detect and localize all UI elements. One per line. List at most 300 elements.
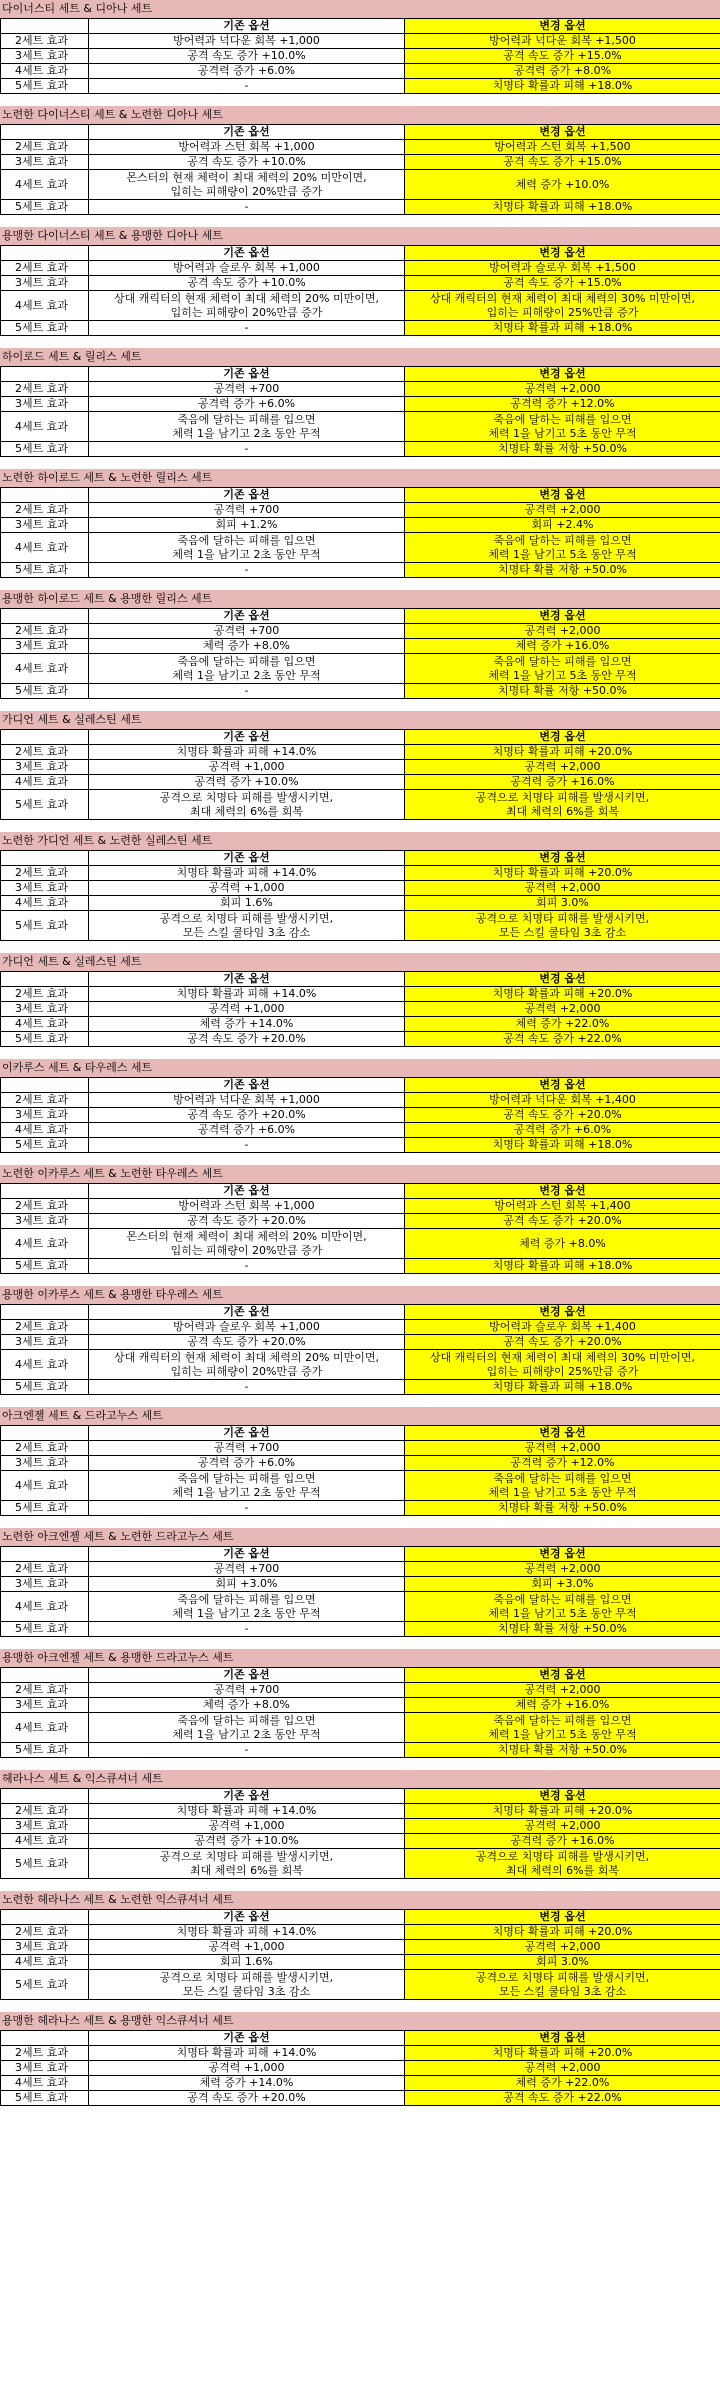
set-section <box>0 1047 720 1153</box>
old-option-cell: 체력 증가 +14.0% <box>89 2076 405 2091</box>
cell-line: 체력 1을 남기고 2초 동안 무적 <box>172 668 321 682</box>
cell-line: 공격으로 치명타 피해를 발생시키면, <box>475 911 650 925</box>
section-gap <box>0 1516 720 1528</box>
old-option-cell: 체력 증가 +14.0% <box>89 1017 405 1032</box>
set-effect-label: 4세트 효과 <box>1 64 89 79</box>
new-option-cell: 회피 3.0% <box>405 896 720 911</box>
old-option-cell: 공격 속도 증가 +20.0% <box>89 2091 405 2106</box>
table-header-row <box>1 367 720 382</box>
cell-line: 입히는 피해량이 20%만큼 증가 <box>170 184 323 198</box>
set-effect-label: 2세트 효과 <box>1 1441 89 1456</box>
set-title: 노련한 이카루스 세트 & 노련한 타우레스 세트 <box>0 1165 720 1183</box>
new-option-cell: 공격력 증가 +12.0% <box>405 397 720 412</box>
table-row <box>1 896 720 911</box>
set-effect-label: 2세트 효과 <box>1 2046 89 2061</box>
set-section <box>0 0 720 94</box>
set-title: 노련한 다이너스티 세트 & 노련한 디아나 세트 <box>0 106 720 124</box>
new-option-cell: 공격력 +2,000 <box>405 1819 720 1834</box>
set-title: 하이로드 세트 & 릴리스 세트 <box>0 348 720 366</box>
cell-line: 최대 체력의 6%를 회복 <box>506 1863 619 1877</box>
old-option-cell: 공격 속도 증가 +10.0% <box>89 49 405 64</box>
table-row <box>1 170 720 200</box>
cell-line: 최대 체력의 6%를 회복 <box>190 804 303 818</box>
new-option-cell: 체력 증가 +22.0% <box>405 2076 720 2091</box>
old-option-cell: - <box>89 563 405 578</box>
new-option-cell: 공격력 +2,000 <box>405 1441 720 1456</box>
new-option-cell: 방어력과 슬로우 회복 +1,400 <box>405 1320 720 1335</box>
cell-line: 체력 1을 남기고 2초 동안 무적 <box>172 426 321 440</box>
set-effect-label: 4세트 효과 <box>1 1017 89 1032</box>
table-header-row <box>1 851 720 866</box>
table-row <box>1 1335 720 1350</box>
header-label-cell <box>1 1789 89 1804</box>
set-effect-label: 3세트 효과 <box>1 760 89 775</box>
header-old-option: 기존 옵션 <box>89 2031 405 2046</box>
table-row <box>1 1002 720 1017</box>
set-section <box>0 215 720 336</box>
cell-line: 상대 캐릭터의 현재 체력이 최대 체력의 30% 미만이면, <box>430 1350 695 1364</box>
cell-line: 죽음에 달하는 피해를 입으면 <box>177 1471 316 1485</box>
table-row <box>1 1032 720 1047</box>
cell-line: 죽음에 달하는 피해를 입으면 <box>493 1592 632 1606</box>
old-option-cell: 공격력 +1,000 <box>89 1819 405 1834</box>
section-gap <box>0 699 720 711</box>
cell-line: 입히는 피해량이 20%만큼 증가 <box>170 1243 323 1257</box>
set-title: 노련한 헤라나스 세트 & 노련한 익스큐셔너 세트 <box>0 1891 720 1909</box>
set-effect-label: 2세트 효과 <box>1 745 89 760</box>
set-effect-label: 4세트 효과 <box>1 170 89 200</box>
set-effect-label: 3세트 효과 <box>1 1819 89 1834</box>
table-row <box>1 2091 720 2106</box>
cell-line: 체력 1을 남기고 5초 동안 무적 <box>488 1727 637 1741</box>
set-table <box>0 245 720 336</box>
header-new-option: 변경 옵션 <box>405 730 720 745</box>
set-table <box>0 487 720 578</box>
table-row <box>1 1925 720 1940</box>
set-section <box>0 820 720 941</box>
table-header-row <box>1 1547 720 1562</box>
header-label-cell <box>1 609 89 624</box>
section-gap <box>0 94 720 106</box>
cell-line: 체력 1을 남기고 2초 동안 무적 <box>172 547 321 561</box>
old-option-cell: 체력 증가 +8.0% <box>89 639 405 654</box>
set-section <box>0 94 720 215</box>
table-row <box>1 745 720 760</box>
header-new-option: 변경 옵션 <box>405 972 720 987</box>
cell-line: 체력 1을 남기고 2초 동안 무적 <box>172 1727 321 1741</box>
set-effect-label: 4세트 효과 <box>1 775 89 790</box>
old-option-cell: - <box>89 79 405 94</box>
set-effect-label: 2세트 효과 <box>1 1562 89 1577</box>
old-option-cell: 공격력 +1,000 <box>89 881 405 896</box>
table-row <box>1 1562 720 1577</box>
header-old-option: 기존 옵션 <box>89 609 405 624</box>
new-option-cell: 공격력 +2,000 <box>405 1562 720 1577</box>
cell-line: 입히는 피해량이 20%만큼 증가 <box>170 1364 323 1378</box>
set-effect-label: 2세트 효과 <box>1 34 89 49</box>
set-effect-label: 5세트 효과 <box>1 442 89 457</box>
table-header-row <box>1 125 720 140</box>
header-old-option: 기존 옵션 <box>89 367 405 382</box>
table-header-row <box>1 1078 720 1093</box>
header-old-option: 기존 옵션 <box>89 125 405 140</box>
set-table <box>0 1304 720 1395</box>
old-option-cell <box>89 170 405 200</box>
old-option-cell: 회피 1.6% <box>89 1955 405 1970</box>
old-option-cell: 방어력과 스턴 회복 +1,000 <box>89 140 405 155</box>
set-table <box>0 729 720 820</box>
header-new-option: 변경 옵션 <box>405 1789 720 1804</box>
cell-line: 체력 1을 남기고 5초 동안 무적 <box>488 426 637 440</box>
set-effect-label: 4세트 효과 <box>1 1471 89 1501</box>
header-old-option: 기존 옵션 <box>89 972 405 987</box>
cell-line: 상대 캐릭터의 현재 체력이 최대 체력의 20% 미만이면, <box>114 291 379 305</box>
new-option-cell <box>405 654 720 684</box>
header-label-cell <box>1 246 89 261</box>
cell-line: 죽음에 달하는 피해를 입으면 <box>493 412 632 426</box>
table-row <box>1 1849 720 1879</box>
new-option-cell <box>405 1849 720 1879</box>
set-table <box>0 2030 720 2106</box>
header-label-cell <box>1 367 89 382</box>
old-option-cell: 공격력 +700 <box>89 1441 405 1456</box>
table-row <box>1 1199 720 1214</box>
new-option-cell <box>405 1592 720 1622</box>
header-label-cell <box>1 1547 89 1562</box>
table-row <box>1 639 720 654</box>
set-effect-label: 3세트 효과 <box>1 1335 89 1350</box>
set-effect-label: 4세트 효과 <box>1 1955 89 1970</box>
header-new-option: 변경 옵션 <box>405 488 720 503</box>
set-title: 아크엔젤 세트 & 드라고누스 세트 <box>0 1407 720 1425</box>
set-effect-label: 3세트 효과 <box>1 155 89 170</box>
set-section <box>0 1153 720 1274</box>
cell-line: 상대 캐릭터의 현재 체력이 최대 체력의 30% 미만이면, <box>430 291 695 305</box>
new-option-cell: 공격력 +2,000 <box>405 760 720 775</box>
table-row <box>1 1441 720 1456</box>
cell-line: 공격으로 치명타 피해를 발생시키면, <box>159 1970 334 1984</box>
set-table <box>0 1667 720 1758</box>
table-row <box>1 1698 720 1713</box>
section-gap <box>0 820 720 832</box>
new-option-cell: 공격력 +2,000 <box>405 624 720 639</box>
cell-line: 상대 캐릭터의 현재 체력이 최대 체력의 20% 미만이면, <box>114 1350 379 1364</box>
set-effect-label: 4세트 효과 <box>1 1834 89 1849</box>
old-option-cell: 공격력 +1,000 <box>89 2061 405 2076</box>
header-label-cell <box>1 2031 89 2046</box>
set-title: 노련한 가디언 세트 & 노련한 실레스틴 세트 <box>0 832 720 850</box>
table-row <box>1 1259 720 1274</box>
new-option-cell: 치명타 확률과 피해 +20.0% <box>405 987 720 1002</box>
set-effect-label: 3세트 효과 <box>1 49 89 64</box>
old-option-cell: - <box>89 684 405 699</box>
set-title: 가디언 세트 & 실레스틴 세트 <box>0 953 720 971</box>
section-gap <box>0 1274 720 1286</box>
table-row <box>1 1577 720 1592</box>
header-new-option: 변경 옵션 <box>405 1547 720 1562</box>
header-new-option: 변경 옵션 <box>405 367 720 382</box>
new-option-cell <box>405 291 720 321</box>
table-header-row <box>1 1910 720 1925</box>
set-effect-label: 5세트 효과 <box>1 563 89 578</box>
new-option-cell: 치명타 확률 저항 +50.0% <box>405 563 720 578</box>
set-effect-label: 4세트 효과 <box>1 2076 89 2091</box>
new-option-cell: 치명타 확률과 피해 +18.0% <box>405 1380 720 1395</box>
section-gap <box>0 2000 720 2012</box>
header-new-option: 변경 옵션 <box>405 851 720 866</box>
table-row <box>1 518 720 533</box>
set-effect-label: 3세트 효과 <box>1 1698 89 1713</box>
old-option-cell: 치명타 확률과 피해 +14.0% <box>89 745 405 760</box>
old-option-cell: 회피 +1.2% <box>89 518 405 533</box>
cell-line: 죽음에 달하는 피해를 입으면 <box>177 1713 316 1727</box>
set-effect-label: 2세트 효과 <box>1 382 89 397</box>
header-old-option: 기존 옵션 <box>89 1547 405 1562</box>
set-effect-label: 5세트 효과 <box>1 684 89 699</box>
new-option-cell: 공격력 +2,000 <box>405 1683 720 1698</box>
new-option-cell: 치명타 확률과 피해 +20.0% <box>405 1804 720 1819</box>
set-section <box>0 1516 720 1637</box>
header-new-option: 변경 옵션 <box>405 19 720 34</box>
new-option-cell: 공격력 증가 +12.0% <box>405 1456 720 1471</box>
set-section <box>0 1395 720 1516</box>
cell-line: 체력 1을 남기고 5초 동안 무적 <box>488 668 637 682</box>
set-effect-label: 2세트 효과 <box>1 140 89 155</box>
set-effect-label: 2세트 효과 <box>1 1683 89 1698</box>
cell-line: 입히는 피해량이 20%만큼 증가 <box>170 305 323 319</box>
cell-line: 죽음에 달하는 피해를 입으면 <box>493 1471 632 1485</box>
new-option-cell: 방어력과 스턴 회복 +1,400 <box>405 1199 720 1214</box>
old-option-cell: 방어력과 슬로우 회복 +1,000 <box>89 1320 405 1335</box>
table-header-row <box>1 488 720 503</box>
cell-line: 죽음에 달하는 피해를 입으면 <box>177 1592 316 1606</box>
set-section <box>0 1274 720 1395</box>
cell-line: 죽음에 달하는 피해를 입으면 <box>493 533 632 547</box>
set-effect-label: 5세트 효과 <box>1 1622 89 1637</box>
old-option-cell: 공격 속도 증가 +20.0% <box>89 1335 405 1350</box>
set-title: 용맹한 하이로드 세트 & 용맹한 릴리스 세트 <box>0 590 720 608</box>
table-row <box>1 881 720 896</box>
table-row <box>1 1093 720 1108</box>
table-row <box>1 1955 720 1970</box>
new-option-cell: 공격력 +2,000 <box>405 1002 720 1017</box>
set-section <box>0 1637 720 1758</box>
table-header-row <box>1 609 720 624</box>
section-gap <box>0 941 720 953</box>
header-label-cell <box>1 488 89 503</box>
old-option-cell: 방어력과 스턴 회복 +1,000 <box>89 1199 405 1214</box>
table-row <box>1 533 720 563</box>
cell-line: 죽음에 달하는 피해를 입으면 <box>493 1713 632 1727</box>
header-old-option: 기존 옵션 <box>89 730 405 745</box>
set-effect-label: 3세트 효과 <box>1 518 89 533</box>
table-row <box>1 503 720 518</box>
set-effect-label: 4세트 효과 <box>1 533 89 563</box>
set-table <box>0 1183 720 1274</box>
new-option-cell <box>405 911 720 941</box>
header-old-option: 기존 옵션 <box>89 1078 405 1093</box>
new-option-cell: 공격 속도 증가 +20.0% <box>405 1335 720 1350</box>
table-row <box>1 49 720 64</box>
header-new-option: 변경 옵션 <box>405 1305 720 1320</box>
new-option-cell: 공격력 증가 +6.0% <box>405 1123 720 1138</box>
table-row <box>1 382 720 397</box>
old-option-cell: 회피 +3.0% <box>89 1577 405 1592</box>
table-row <box>1 1320 720 1335</box>
set-effect-label: 3세트 효과 <box>1 1456 89 1471</box>
header-old-option: 기존 옵션 <box>89 246 405 261</box>
set-effect-label: 5세트 효과 <box>1 1501 89 1516</box>
set-effect-label: 5세트 효과 <box>1 1032 89 1047</box>
header-old-option: 기존 옵션 <box>89 851 405 866</box>
table-header-row <box>1 2031 720 2046</box>
header-old-option: 기존 옵션 <box>89 1426 405 1441</box>
set-table <box>0 1546 720 1637</box>
old-option-cell: - <box>89 442 405 457</box>
set-effect-label: 2세트 효과 <box>1 624 89 639</box>
old-option-cell <box>89 790 405 820</box>
table-row <box>1 79 720 94</box>
section-gap <box>0 1758 720 1770</box>
table-row <box>1 1743 720 1758</box>
old-option-cell <box>89 1713 405 1743</box>
set-section <box>0 2000 720 2106</box>
new-option-cell: 체력 증가 +16.0% <box>405 1698 720 1713</box>
header-old-option: 기존 옵션 <box>89 1668 405 1683</box>
set-effect-label: 4세트 효과 <box>1 1592 89 1622</box>
new-option-cell: 공격력 +2,000 <box>405 881 720 896</box>
new-option-cell: 공격 속도 증가 +20.0% <box>405 1214 720 1229</box>
cell-line: 최대 체력의 6%를 회복 <box>506 804 619 818</box>
new-option-cell: 치명타 확률 저항 +50.0% <box>405 1501 720 1516</box>
cell-line: 공격으로 치명타 피해를 발생시키면, <box>159 1849 334 1863</box>
old-option-cell <box>89 412 405 442</box>
table-header-row <box>1 1184 720 1199</box>
old-option-cell: 치명타 확률과 피해 +14.0% <box>89 2046 405 2061</box>
new-option-cell: 공격력 +2,000 <box>405 1940 720 1955</box>
table-row <box>1 1350 720 1380</box>
old-option-cell: 체력 증가 +8.0% <box>89 1698 405 1713</box>
table-row <box>1 64 720 79</box>
header-label-cell <box>1 972 89 987</box>
table-row <box>1 1017 720 1032</box>
old-option-cell <box>89 1849 405 1879</box>
header-label-cell <box>1 1078 89 1093</box>
set-effect-label: 3세트 효과 <box>1 1577 89 1592</box>
new-option-cell: 치명타 확률 저항 +50.0% <box>405 1622 720 1637</box>
set-section <box>0 578 720 699</box>
new-option-cell: 공격력 증가 +16.0% <box>405 1834 720 1849</box>
table-row <box>1 987 720 1002</box>
new-option-cell: 공격력 증가 +8.0% <box>405 64 720 79</box>
old-option-cell: 공격력 증가 +6.0% <box>89 397 405 412</box>
new-option-cell: 회피 +3.0% <box>405 1577 720 1592</box>
cell-line: 공격으로 치명타 피해를 발생시키면, <box>475 1849 650 1863</box>
set-effect-label: 2세트 효과 <box>1 987 89 1002</box>
set-effect-label: 4세트 효과 <box>1 1350 89 1380</box>
table-row <box>1 412 720 442</box>
old-option-cell <box>89 533 405 563</box>
new-option-cell: 공격 속도 증가 +22.0% <box>405 2091 720 2106</box>
set-title: 용맹한 헤라나스 세트 & 용맹한 익스큐셔너 세트 <box>0 2012 720 2030</box>
set-effect-label: 4세트 효과 <box>1 1713 89 1743</box>
old-option-cell <box>89 1350 405 1380</box>
set-effect-label: 3세트 효과 <box>1 1214 89 1229</box>
old-option-cell: 치명타 확률과 피해 +14.0% <box>89 1925 405 1940</box>
old-option-cell <box>89 1592 405 1622</box>
set-title: 용맹한 아크엔젤 세트 & 용맹한 드라고누스 세트 <box>0 1649 720 1667</box>
header-old-option: 기존 옵션 <box>89 19 405 34</box>
old-option-cell: 공격력 증가 +6.0% <box>89 64 405 79</box>
set-effect-label: 4세트 효과 <box>1 654 89 684</box>
new-option-cell: 치명타 확률 저항 +50.0% <box>405 1743 720 1758</box>
table-row <box>1 1683 720 1698</box>
table-row <box>1 866 720 881</box>
table-header-row <box>1 19 720 34</box>
set-title: 이카루스 세트 & 타우레스 세트 <box>0 1059 720 1077</box>
old-option-cell: 공격력 +700 <box>89 503 405 518</box>
new-option-cell: 치명타 확률과 피해 +20.0% <box>405 1925 720 1940</box>
new-option-cell <box>405 1471 720 1501</box>
cell-line: 모든 스킬 쿨타임 3초 감소 <box>182 1984 311 1998</box>
table-row <box>1 442 720 457</box>
new-option-cell: 체력 증가 +8.0% <box>405 1229 720 1259</box>
set-effect-label: 3세트 효과 <box>1 881 89 896</box>
table-header-row <box>1 730 720 745</box>
header-label-cell <box>1 1910 89 1925</box>
set-title: 용맹한 이카루스 세트 & 용맹한 타우레스 세트 <box>0 1286 720 1304</box>
new-option-cell: 공격력 +2,000 <box>405 2061 720 2076</box>
set-effect-label: 4세트 효과 <box>1 1229 89 1259</box>
cell-line: 모든 스킬 쿨타임 3초 감소 <box>182 925 311 939</box>
table-row <box>1 654 720 684</box>
cell-line: 몬스터의 현재 체력이 최대 체력의 20% 미만이면, <box>126 170 367 184</box>
header-new-option: 변경 옵션 <box>405 609 720 624</box>
table-row <box>1 261 720 276</box>
new-option-cell: 치명타 확률 저항 +50.0% <box>405 442 720 457</box>
table-row <box>1 397 720 412</box>
old-option-cell <box>89 654 405 684</box>
new-option-cell: 치명타 확률과 피해 +18.0% <box>405 1259 720 1274</box>
old-option-cell: 공격력 +700 <box>89 382 405 397</box>
set-table <box>0 1425 720 1516</box>
table-header-row <box>1 972 720 987</box>
set-effect-label: 4세트 효과 <box>1 291 89 321</box>
set-section <box>0 941 720 1047</box>
old-option-cell: 공격력 +1,000 <box>89 1940 405 1955</box>
old-option-cell: - <box>89 1259 405 1274</box>
new-option-cell: 치명타 확률과 피해 +20.0% <box>405 745 720 760</box>
table-row <box>1 1940 720 1955</box>
new-option-cell: 회피 +2.4% <box>405 518 720 533</box>
new-option-cell: 공격 속도 증가 +20.0% <box>405 1108 720 1123</box>
table-row <box>1 1380 720 1395</box>
table-row <box>1 1970 720 2000</box>
section-gap <box>0 1879 720 1891</box>
table-row <box>1 1471 720 1501</box>
section-gap <box>0 457 720 469</box>
header-old-option: 기존 옵션 <box>89 1184 405 1199</box>
set-title: 용맹한 다이너스티 세트 & 용맹한 디아나 세트 <box>0 227 720 245</box>
table-row <box>1 1229 720 1259</box>
header-label-cell <box>1 125 89 140</box>
header-label-cell <box>1 851 89 866</box>
old-option-cell: 공격력 +1,000 <box>89 1002 405 1017</box>
old-option-cell: 공격력 +1,000 <box>89 760 405 775</box>
header-label-cell <box>1 730 89 745</box>
header-new-option: 변경 옵션 <box>405 1078 720 1093</box>
table-row <box>1 1819 720 1834</box>
